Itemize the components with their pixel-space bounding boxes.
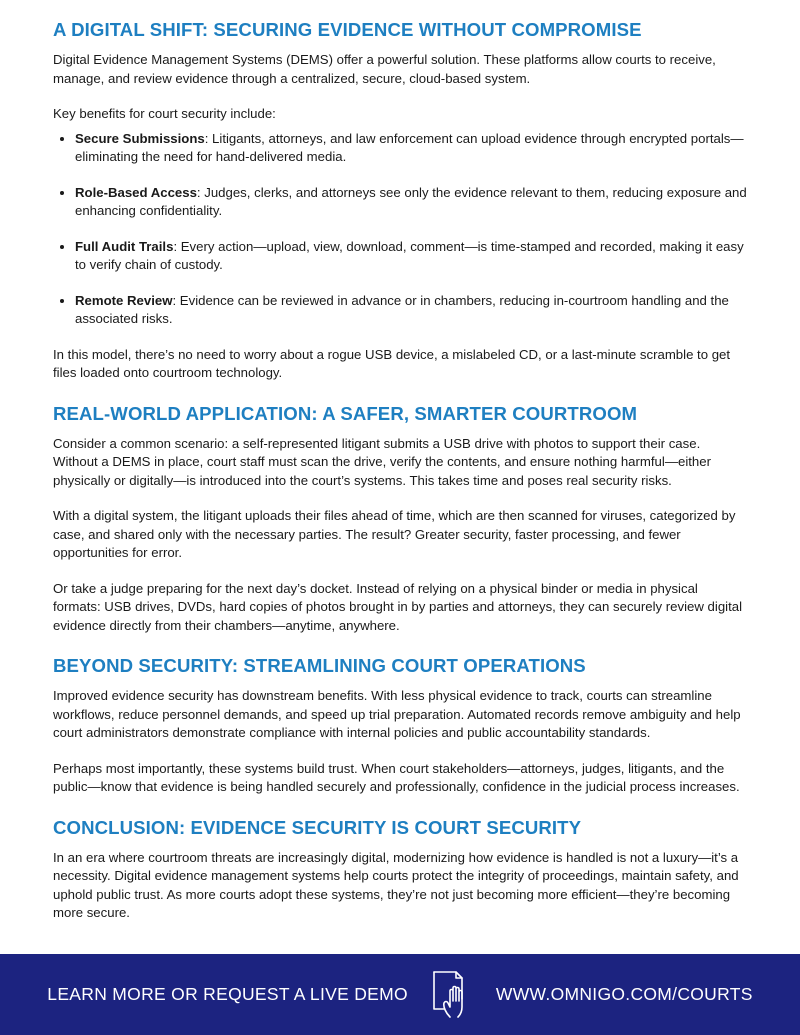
list-item [75,292,748,329]
section-real-world [53,402,748,636]
benefits-list [53,130,748,329]
benefit-term: Role-Based Access [75,184,197,200]
section-beyond-security [53,654,748,797]
paragraph: With a digital system, the litigant uploads their files ahead of time, which are then scanned for viruses, categorized by case, and shared only with the necessary parties. The result? Greater security, faster processing, and fewer opportunities for error. [53,508,736,560]
benefit-term: Secure Submissions [75,130,205,146]
section-heading: BEYOND SECURITY: STREAMLINING COURT OPERATIONS [53,655,586,676]
benefit-term: Remote Review [75,292,173,308]
paragraph: In an era where courtroom threats are increasingly digital, modernizing how evidence is handled is not a luxury—it’s a necessity. Digital evidence management systems help courts protect the integrity of proceedings, maintain safety, and uphold public trust. As more courts adopt these systems, they’re not just becoming more efficient—they’re becoming more secure. [53,849,739,920]
benefit-text: : Judges, clerks, and attorneys see only the evidence relevant to them, reducing exposure and enhancing confidentiality. [75,184,747,218]
paragraph: Improved evidence security has downstream benefits. With less physical evidence to track, courts can streamline workflows, reduce personnel demands, and speed up trial preparation. Automated records remove ambiguity and help court administrators demonstrate compliance with internal policies and public accountability standards. [53,688,741,740]
section-conclusion [53,816,748,923]
list-item [75,238,748,275]
list-item [75,184,748,221]
article-content [53,18,748,940]
benefit-text: : Evidence can be reviewed in advance or in chambers, reducing in-courtroom handling and the associated risks. [75,292,729,326]
benefit-text: : Every action—upload, view, download, comment—is time-stamped and recorded, making it easy to verify chain of custody. [75,238,744,272]
section-heading: A DIGITAL SHIFT: SECURING EVIDENCE WITHOUT COMPROMISE [53,19,642,40]
paragraph: Key benefits for court security include: [53,106,276,121]
document-hand-icon [426,969,478,1021]
benefit-text: : Litigants, attorneys, and law enforcement can upload evidence through encrypted portals—eliminating the need for hand-delivered media. [75,130,744,164]
paragraph: In this model, there’s no need to worry about a rogue USB device, a mislabeled CD, or a last-minute scramble to get files loaded onto courtroom technology. [53,346,731,380]
paragraph: Consider a common scenario: a self-represented litigant submits a USB drive with photos to support their case. Without a DEMS in place, court staff must scan the drive, verify the contents, and ensure nothing harmful—either physically or digitally—is introduced into the court’s systems. This takes time and poses real security risks. [53,435,711,488]
website-link[interactable]: WWW.OMNIGO.COM/COURTS [495,984,753,1004]
section-heading: CONCLUSION: EVIDENCE SECURITY IS COURT SECURITY [53,816,582,838]
list-item [75,130,748,167]
footer-banner [0,954,800,1035]
benefit-term: Full Audit Trails [75,238,174,254]
section-heading: REAL-WORLD APPLICATION: A SAFER, SMARTER COURTROOM [53,402,638,424]
paragraph: Perhaps most importantly, these systems build trust. When court stakeholders—attorneys, judges, litigants, and the public—know that evidence is being handled securely and professionally, confidence in the judicial process increases. [53,760,740,794]
cta-link[interactable]: LEARN MORE OR REQUEST A LIVE DEMO [47,984,408,1004]
paragraph: Or take a judge preparing for the next day’s docket. Instead of relying on a physical binder or media in physical formats: USB drives, DVDs, hard copies of photos brought in by parties and attorneys, they can securely review digital evidence directly from their chambers—anytime, anywhere. [53,580,743,633]
section-digital-shift [53,18,748,383]
paragraph: Digital Evidence Management Systems (DEMS) offer a powerful solution. These platforms allow courts to receive, manage, and review evidence through a centralized, secure, cloud-based system. [53,52,716,86]
